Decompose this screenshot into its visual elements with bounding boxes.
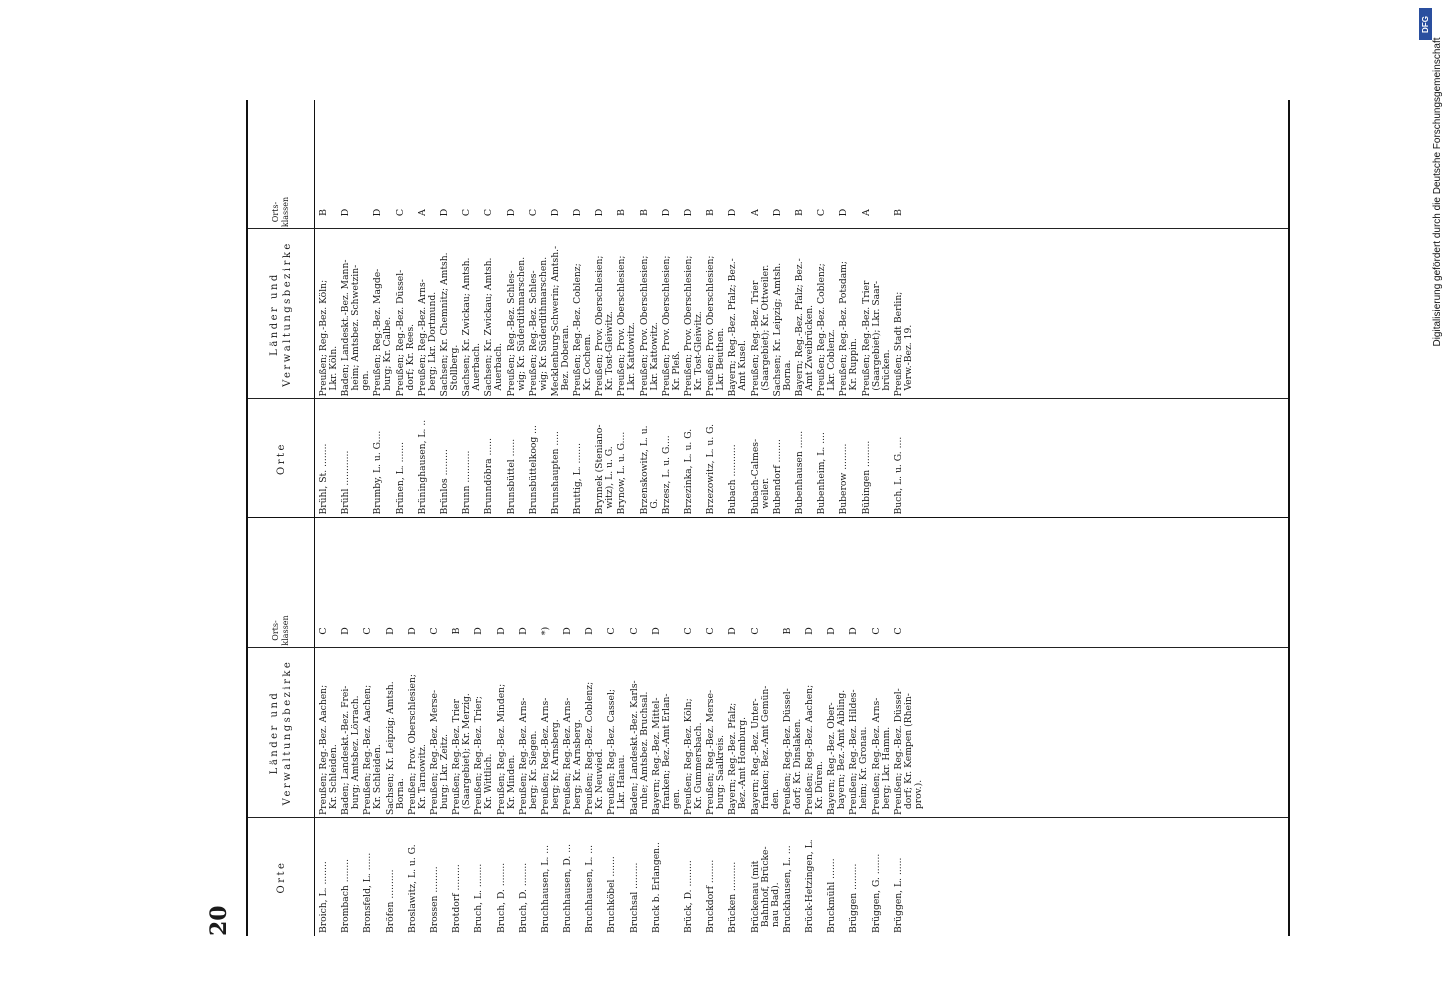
place-name: Bubenhausen ...... (793, 430, 805, 515)
administrative-district: Preußen; Reg.-Bez. Arns- berg; Kr. Arnsberg. (562, 697, 584, 815)
column-divider (248, 817, 1288, 818)
table-rows-right (315, 100, 1288, 518)
place-name: Brückenau (mit Bahnhof, Brücke- nau Bad). (749, 846, 781, 933)
place-name: Brüggen, G. ....... (870, 853, 882, 933)
place-class: D (584, 627, 596, 635)
place-class: B (451, 627, 463, 635)
administrative-district: Preußen; Reg.-Bez. Trier; Kr. Wittlich. (473, 696, 495, 815)
place-name: Bubenheim, L. .... (816, 432, 828, 515)
document-page (158, 96, 1238, 936)
table-row (386, 519, 406, 937)
administrative-district: Preußen; Reg.-Bez. Düssel- dorf; Kr. Kempen (Rhein- prov.). (892, 688, 924, 815)
table-row (872, 519, 892, 937)
administrative-district: Preußen; Reg.-Bez. Arns- berg; Lkr. Hamm. (870, 697, 892, 815)
place-class: D (771, 208, 783, 217)
administrative-district: Preußen; Reg.-Bez. Trier (Saargebiet); Kr. Merzig. (451, 693, 473, 815)
administrative-district: Preußen; Prov. Oberschlesien; Lkr. Beuthen. (705, 255, 727, 397)
administrative-district: Preußen; Reg.-Bez. Coblenz; Kr. Cochem. (572, 263, 594, 397)
place-name: Broich, L. ........ (318, 861, 329, 933)
administrative-district: Baden; Landeskt.-Bez. Karls- ruhe; Amtsbez. Bruchsal. (628, 680, 650, 815)
administrative-district: Preußen; Reg.-Bez. Magde- burg; Kr. Calbe. (372, 268, 394, 397)
table-row (462, 100, 482, 518)
place-name: Brünlos ......... (438, 449, 450, 515)
place-class: A (860, 209, 872, 216)
table-row (827, 519, 847, 937)
place-class: D (562, 627, 574, 635)
administrative-district: Sachsen; Kr. Leipzig; Amtsh. Borna. (771, 262, 793, 397)
place-name: Bruchhausen, D. ... (562, 844, 574, 933)
place-name: Bübingen ......... (860, 440, 872, 515)
table-row (706, 519, 726, 937)
place-class: D (406, 627, 418, 635)
place-name: Brück, D. ......... (683, 860, 694, 933)
administrative-district: Sachsen; Kr. Leipzig; Amtsh. Borna. (384, 681, 406, 815)
header-laender (248, 230, 314, 400)
table-row (684, 100, 704, 518)
administrative-district: Preußen; Prov. Oberschlesien; Kr. Tarnowitz. (406, 674, 428, 815)
administrative-district: Preußen; Reg.-Bez. Düssel- dorf; Kr. Dinslaken. (781, 688, 803, 815)
table-row (630, 519, 650, 937)
place-name: Brühl, St. ........ (318, 443, 329, 515)
administrative-district: Preußen; Reg.-Bez. Merse- burg; Lkr. Zeitz. (428, 689, 450, 815)
place-class: D (826, 627, 838, 635)
place-name: Brunsbüttel ...... (505, 438, 517, 515)
table-header (248, 100, 315, 518)
place-class: D (683, 208, 694, 217)
table-row (783, 519, 803, 937)
table-row (484, 100, 504, 518)
table-row (363, 519, 383, 937)
table-row (617, 100, 637, 518)
column-divider (248, 647, 1288, 648)
table-row (585, 519, 605, 937)
place-name: Bruckdorf ........ (705, 859, 717, 933)
table-row (894, 519, 924, 937)
place-name: Bruchköbel ....... (606, 856, 618, 933)
place-class: C (483, 208, 495, 217)
place-class: D (495, 627, 507, 635)
header-laender-line1: Länder und (269, 690, 280, 775)
place-class: B (781, 627, 793, 635)
table-row (529, 100, 549, 518)
table-row (894, 100, 914, 518)
place-class: C (362, 627, 374, 635)
administrative-district: Preußen; Prov. Oberschlesien; Kr. Tost-Gleiwitz. (594, 255, 616, 397)
table-row (519, 519, 539, 937)
header-laender (248, 648, 314, 818)
administrative-district: Preußen; Reg.-Bez. Coblenz; Kr. Neuwied. (584, 681, 606, 815)
page-number: 20 (206, 905, 232, 936)
place-name: Brück-Hetzingen, L. (803, 839, 815, 933)
place-name: Bröfen .......... (384, 869, 396, 933)
table-row (373, 100, 393, 518)
place-class: D (727, 208, 739, 217)
administrative-district: Preußen; Reg.-Bez. Aachen; Kr. Düren. (803, 684, 825, 815)
place-name: Buberow ......... (838, 443, 850, 515)
place-class: D (473, 627, 485, 635)
place-name: Bruckmühl ....... (826, 858, 838, 933)
table-row (839, 100, 859, 518)
header-laender-line1: Länder und (269, 272, 280, 356)
table-header (248, 519, 315, 937)
place-name: Bronsfeld, L. ...... (362, 852, 374, 933)
administrative-district: Preußen; Prov. Oberschlesien; Kr. Pleß. (660, 255, 682, 397)
header-laender-line2: Verwaltungsbezirke (282, 659, 293, 806)
place-name: Brüninghausen, L. .. (416, 419, 428, 515)
place-name: Brumby, L. u. G.... (372, 430, 384, 515)
funding-notice: Digitalisierung gefördert durch die Deutsche Forschungsgemeinschaft (1432, 37, 1443, 347)
table-row (805, 519, 825, 937)
table-row (319, 519, 339, 937)
place-name: Brühl ............ (340, 450, 352, 515)
administrative-district: Sachsen; Kr. Chemnitz; Amtsh. Stollberg. (438, 252, 460, 397)
place-class: D (438, 208, 450, 217)
place-name: Bubach-Calmes- weiler. (749, 438, 771, 515)
place-class: C (394, 208, 406, 217)
place-class: B (892, 209, 904, 216)
place-name: Brücken .......... (727, 861, 739, 933)
place-name: Bruchhausen, L. ... (584, 844, 596, 933)
administrative-district: Preußen; Reg.-Bez. Arns- berg; Kr. Arnsberg. (539, 697, 561, 815)
table-row (817, 100, 837, 518)
table-left-half (248, 519, 1288, 937)
place-class: D (505, 208, 517, 217)
table-row (640, 100, 660, 518)
place-class: C (628, 627, 640, 635)
place-name: Bruckhausen, L. ... (781, 845, 793, 933)
place-name: Brynnek (Steniano- witz), L. u. G. (594, 424, 616, 515)
administrative-district: Baden; Landeskt.-Bez. Mann- heim; Amtsbez. Schwetzin- gen. (340, 259, 372, 397)
place-name: Bruttig, L. ....... (572, 443, 584, 515)
administrative-district: Preußen; Reg.-Bez. Düssel- dorf; Kr. Rees. (394, 269, 416, 397)
administrative-district: Preußen; Prov. Oberschlesien; Lkr. Kattowitz. (616, 255, 638, 397)
place-class: B (793, 209, 805, 216)
place-class: D (372, 208, 384, 217)
place-name: Bruck b. Erlangen.. (650, 842, 662, 933)
table-row (706, 100, 726, 518)
place-class: C (749, 627, 761, 635)
administrative-district: Preußen; Reg.-Bez. Aachen; Kr. Schleiden. (318, 684, 339, 815)
table-row (573, 100, 593, 518)
administrative-district: Mecklenburg-Schwerin; Amtsh.- Bez. Doberan. (549, 245, 571, 397)
place-name: Bruchhausen, L. ... (539, 844, 551, 933)
place-class: D (384, 627, 396, 635)
place-name: Brunn ........... (461, 450, 473, 515)
table-row (862, 100, 892, 518)
administrative-district: Bayern; Reg.-Bez. Pfalz; Bez.- Amt Zweibrücken. (793, 258, 815, 397)
administrative-district: Baden; Landeskt.-Bez. Frei- burg; Amtsbez. Lörrach. (340, 685, 362, 815)
administrative-district: Preußen; Reg.-Bez. Schles- wig; Kr. Süderdithmarschen. (527, 256, 549, 397)
administrative-district: Preußen; Reg.-Bez. Hildes- heim; Kr. Gronau. (848, 689, 870, 815)
place-name: Bruch, D. ........ (495, 862, 507, 933)
administrative-district: Bayern; Reg.-Bez. Pfalz; Bez.-Amt Homburg. (727, 702, 749, 815)
administrative-district: Preußen; Reg.-Bez. Köln; Lkr. Köln. (318, 279, 339, 397)
place-class: D (660, 208, 672, 217)
place-class: B (638, 209, 650, 216)
table-row (728, 519, 748, 937)
place-name: Bubach ........... (727, 444, 739, 515)
place-class: D (340, 208, 352, 217)
table-row (551, 100, 571, 518)
place-name: Brotdorf ......... (451, 864, 463, 933)
place-name: Brossen ......... (428, 866, 440, 933)
administrative-district: Preußen; Stadt Berlin; Verw.-Bez. 19. (892, 291, 914, 397)
place-name: Brüggen ......... (848, 863, 860, 933)
place-name: Brombach ........ (340, 858, 352, 933)
table-row (341, 100, 371, 518)
place-name: Brzenskowitz, L. u. G. (638, 425, 660, 515)
place-class: B (616, 209, 628, 216)
place-class: D (549, 208, 561, 217)
table-row (563, 519, 583, 937)
administrative-district: Preußen; Reg.-Bez. Merse- burg; Saalkreis. (705, 689, 727, 815)
place-class: D (848, 627, 860, 635)
table-row (728, 100, 748, 518)
administrative-district: Preußen; Reg.-Bez. Schles- wig; Kr. Süderdithmarschen. (505, 256, 527, 397)
table-row (452, 519, 472, 937)
place-name: Brunsbüttelkoog ... (527, 425, 539, 515)
administrative-district: Preußen; Reg.-Bez. Coblenz; Lkr. Coblenz. (816, 263, 838, 397)
administrative-district: Preußen; Prov. Oberschlesien; Lkr. Kattowitz. (638, 255, 660, 397)
place-class: C (527, 208, 539, 217)
place-class: C (816, 208, 828, 217)
table-row (408, 519, 428, 937)
administrative-district: Preußen; Reg.-Bez. Trier (Saargebiet); Lkr. Saar- brücken. (860, 280, 892, 397)
administrative-district: Bayern; Reg.-Bez. Pfalz; Bez.- Amt Kusel. (727, 258, 749, 397)
administrative-district: Preußen; Prov. Oberschlesien; Kr. Tost-Gleiwitz. (683, 255, 704, 397)
administrative-district: Preußen; Reg.-Bez. Arns- berg; Kr. Siegen. (517, 697, 539, 815)
table-row (662, 100, 682, 518)
header-klassen-line2: klassen (281, 615, 290, 646)
place-name: Buch, L. u. G. .... (892, 436, 904, 515)
place-name: Bruchsal ......... (628, 862, 640, 933)
administrative-district: Preußen; Reg.-Bez. Trier (Saargebiet); Kr. Ottweiler. (749, 264, 771, 397)
administrative-district: Preußen; Reg.-Bez. Aachen; Kr. Schleiden. (362, 684, 384, 815)
table-row (474, 519, 494, 937)
place-class: D (838, 208, 850, 217)
table-row (497, 519, 517, 937)
administrative-district: Sachsen; Kr. Zwickau; Amtsh. Auerbach. (483, 257, 505, 397)
table-row (418, 100, 438, 518)
administrative-district: Bayern; Reg.-Bez. Mittel- franken; Bez.-Amt Erlan- gen. (650, 693, 682, 815)
place-name: Brüggen, L. ...... (892, 857, 904, 933)
table-row (341, 519, 361, 937)
place-class: D (803, 627, 815, 635)
table-row (795, 100, 815, 518)
place-name: Brunshaupten ..... (549, 431, 561, 515)
place-name: Brzezinka, L. u. G. (683, 428, 694, 515)
place-class: C (892, 627, 904, 635)
table-row (849, 519, 869, 937)
place-class: C (870, 627, 882, 635)
administrative-district: Preußen; Reg.-Bez. Minden; Kr. Minden. (495, 683, 517, 815)
table-row (751, 519, 781, 937)
table-row (541, 519, 561, 937)
administrative-district: Bayern; Reg.-Bez. Ober- bayern; Bez.-Amt Aibling. (826, 689, 848, 815)
administrative-district: Preußen; Reg.-Bez. Köln; Kr. Gummersbach. (683, 698, 704, 815)
header-klassen-line2: klassen (281, 196, 290, 228)
place-name: Brzesz, L. u. G.... (660, 435, 672, 515)
place-class: D (594, 208, 606, 217)
place-class: *) (539, 626, 551, 636)
table-row (773, 100, 793, 518)
place-name: Brünen, L. ....... (394, 441, 406, 515)
place-class: B (318, 209, 329, 216)
place-class: D (727, 627, 739, 635)
place-class: D (650, 627, 662, 635)
table-row (396, 100, 416, 518)
header-klassen (248, 196, 314, 230)
table-row (652, 519, 682, 937)
table-row (751, 100, 771, 518)
place-class: C (461, 208, 473, 217)
administrative-district: Preußen; Reg.-Bez. Cassel; Lkr. Hanau. (606, 689, 628, 815)
header-klassen-line1: Orts- (271, 620, 280, 641)
header-orte: Orte (275, 442, 287, 475)
table-rows-left (315, 519, 1288, 937)
place-class: C (428, 627, 440, 635)
administrative-district: Sachsen; Kr. Zwickau; Amtsh. Auerbach. (461, 257, 483, 397)
column-divider (248, 229, 1288, 230)
table-row (319, 100, 339, 518)
place-class: D (572, 208, 584, 217)
place-class: C (318, 627, 329, 635)
place-table (246, 100, 1290, 936)
place-class: A (416, 209, 428, 216)
dfg-logo: DFG (1419, 8, 1432, 40)
table-right-half (248, 100, 1288, 519)
place-class: B (705, 209, 717, 216)
table-row (507, 100, 527, 518)
place-name: Bruch, L. ........ (473, 863, 485, 933)
column-divider (248, 399, 1288, 400)
table-row (440, 100, 460, 518)
header-laender-line2: Verwaltungsbezirke (282, 241, 293, 387)
place-class: C (683, 627, 694, 635)
place-name: Broslawitz, L. u. G. (406, 844, 418, 933)
place-class: D (340, 627, 352, 635)
place-name: Brzezowitz, L. u. G. (705, 423, 717, 515)
header-klassen-line1: Orts- (271, 201, 280, 223)
place-class: C (705, 627, 717, 635)
place-class: D (517, 627, 529, 635)
place-name: Bruch, D. ........ (517, 862, 529, 933)
table-row (607, 519, 627, 937)
place-name: Brynow, L. u. G.... (616, 431, 628, 515)
place-name: Brunndöbra ...... (483, 437, 495, 515)
place-name: Bubendorf ........ (771, 439, 783, 515)
place-class: A (749, 209, 761, 216)
administrative-district: Preußen; Reg.-Bez. Arns- berg; Lkr. Dortmund. (416, 279, 438, 397)
table-row (430, 519, 450, 937)
administrative-district: Bayern; Reg.-Bez. Unter- franken; Bez.-Amt Gemün- den. (749, 685, 781, 815)
table-row (595, 100, 615, 518)
place-class: C (606, 627, 618, 635)
administrative-district: Preußen; Reg.-Bez. Potsdam; Kr. Ruppin. (838, 261, 860, 397)
header-orte: Orte (275, 860, 287, 894)
table-row (684, 519, 704, 937)
header-klassen (248, 614, 314, 648)
